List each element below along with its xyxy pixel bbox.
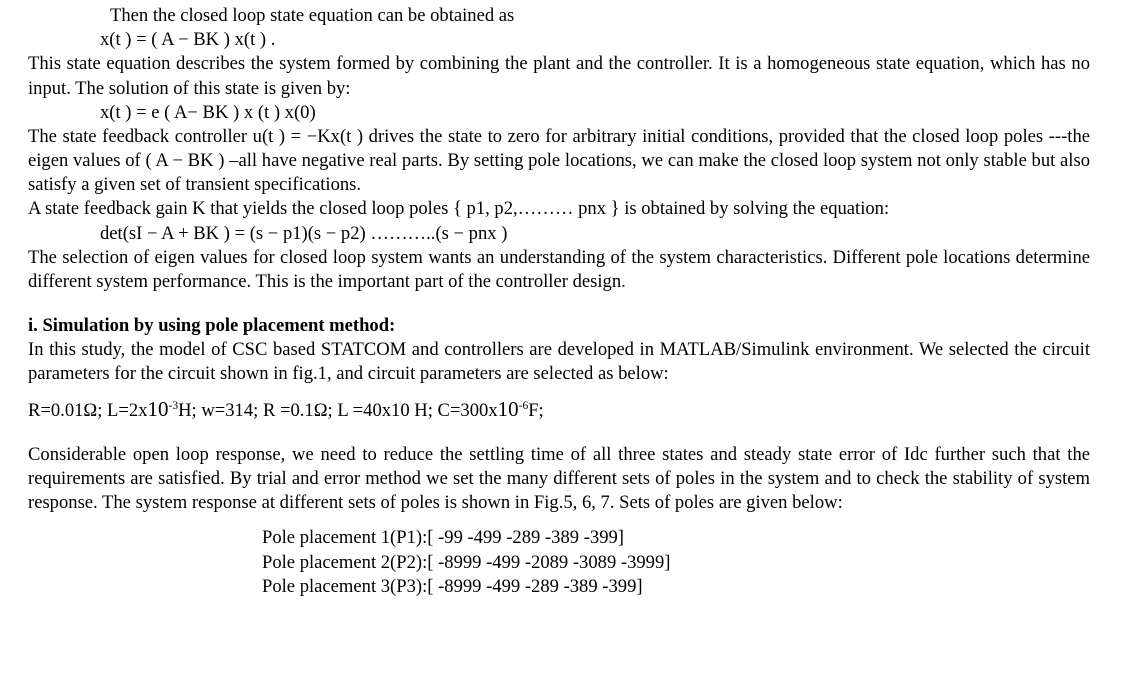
paragraph-eigen-value-selection: The selection of eigen values for closed loop system wants an understanding of the system characteristics. Different pole locations determine different system performance. This is the important part of the controller design. — [28, 246, 1090, 292]
circuit-parameters — [28, 396, 1090, 423]
parameter-end-text: F; — [528, 399, 544, 421]
capacitance-exponent: -6 — [518, 399, 529, 412]
capacitance-base: 10 — [497, 396, 519, 421]
inductance-exponent: -3 — [168, 399, 179, 412]
list-item: Pole placement 2(P2):[ -8999 -499 -2089 -3089 -3999] — [262, 551, 671, 573]
parameter-mid-text: H; w=314; R =0.1Ω; L =40x10 H; C=300x — [178, 399, 498, 421]
equation-characteristic-polynomial: det(sI − A + BK ) = (s − p1)(s − p2) ………..(s − pnx ) — [100, 222, 508, 244]
list-item: Pole placement 1(P1):[ -99 -499 -289 -389 -399] — [262, 527, 624, 549]
document-body — [28, 4, 1090, 599]
pole-placement-list — [28, 526, 1090, 599]
paragraph-state-equation-description: This state equation describes the system formed by combining the plant and the controller. It is a homogeneous state equation, which has no input. The solution of this state is given by: — [28, 53, 1090, 99]
parameter-resistance-inductance-label: R=0.01Ω; L=2x — [28, 399, 148, 421]
equation-state-solution: x(t ) = e ( A− BK ) x (t ) x(0) — [100, 101, 316, 123]
paragraph-state-feedback-controller: The state feedback controller u(t ) = −Kx(t ) drives the state to zero for arbitrary initial conditions, provided that the closed loop poles ---the eigen values of ( A − BK ) –all have negative real parts. By setting pole locations, we can make the closed loop system not only stable but also satisfy a given set of transient specifications. — [28, 125, 1090, 196]
list-item: Pole placement 3(P3):[ -8999 -499 -289 -389 -399] — [262, 575, 643, 597]
equation-closed-loop-state: x(t ) = ( A − BK ) x(t ) . — [100, 29, 276, 51]
poles-spacer — [28, 515, 1090, 526]
paragraph-open-loop-discussion: Considerable open loop response, we need to reduce the settling time of all three states and steady state error of Idc further such that the requirements are satisfied. By trial and error method we set the many different sets of poles in the system and to check the stability of system response. The system response at different sets of poles is shown in Fig.5, 6, 7. Sets of poles are given below: — [28, 443, 1090, 514]
inductance-base: 10 — [147, 396, 169, 421]
paragraph-gain-k: A state feedback gain K that yields the closed loop poles { p1, p2,……… pnx } is obtained by solving the equation: — [28, 198, 890, 220]
paragraph-spacer — [28, 294, 1090, 314]
parameters-spacer — [28, 423, 1090, 443]
section-heading-simulation: i. Simulation by using pole placement method: — [28, 315, 396, 337]
paragraph-intro: Then the closed loop state equation can be obtained as — [110, 5, 515, 26]
paragraph-simulation-intro: In this study, the model of CSC based STATCOM and controllers are developed in MATLAB/Simulink environment. We selected the circuit parameters for the circuit shown in fig.1, and circuit parameters are selected as below: — [28, 339, 1090, 385]
